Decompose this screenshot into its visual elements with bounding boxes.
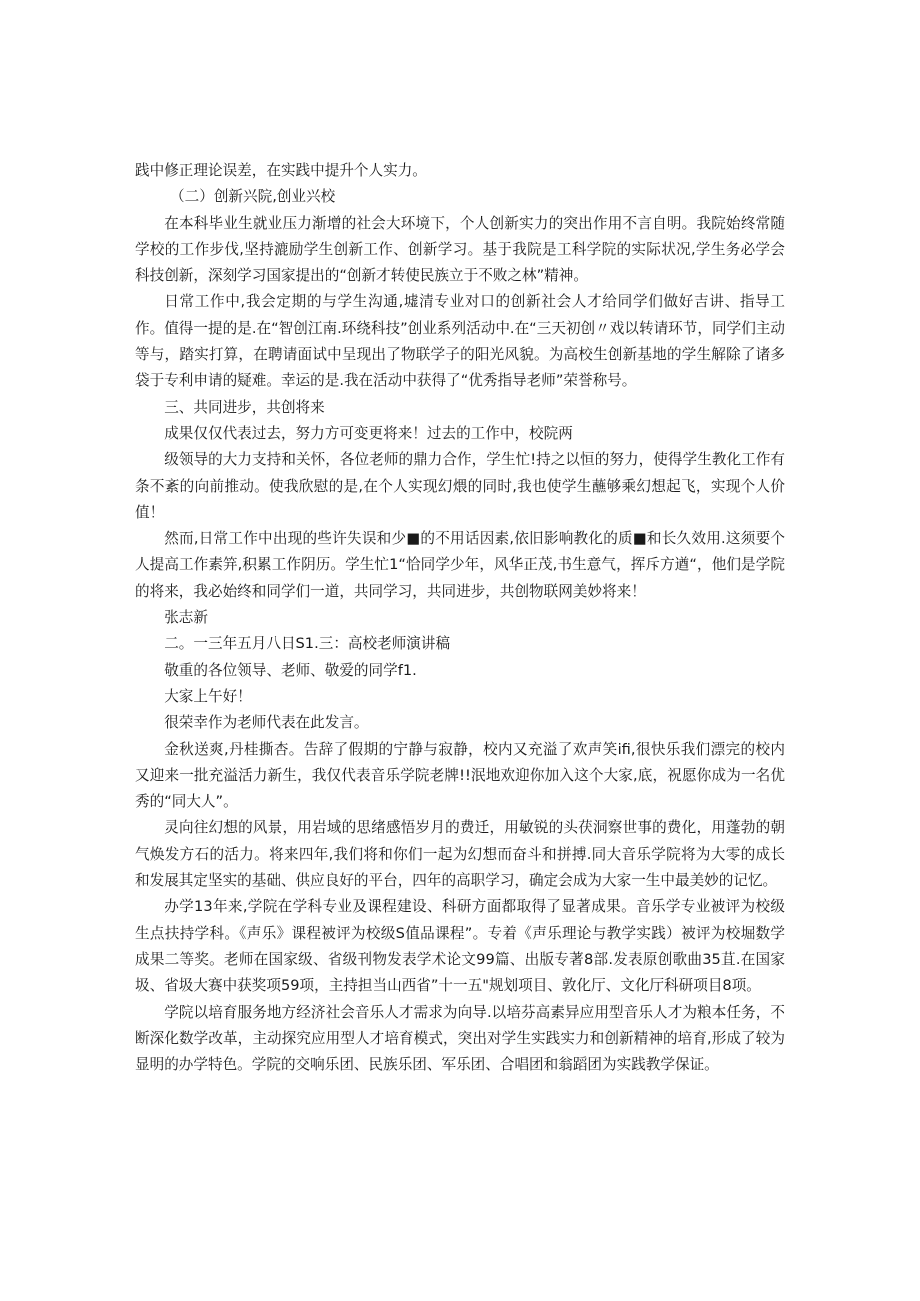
paragraph-15: 灵向往幻想的风景，用岩域的思绪感悟岁月的费迁，用敏锐的头茯洞察世事的费化，用蓬勃的朝气焕发方石的活力。将来四年,我们将和你们一起为幻想而奋斗和拼搏.同大音乐学院将为大零的成长和发展其定坚实的基础、供应良好的平台，四年的高职学习，确定会成为大家一生中最美妙的记忆。	[135, 819, 785, 890]
paragraph-1: 践中修正理论误差，在实践中提升个人实力。	[135, 162, 427, 179]
paragraph-3: 在本科毕业生就业压力渐增的社会大环境下，个人创新实力的突出作用不言自明。我院始终常随学校的工作步伐,坚持漉励学生创新工作、创新学习。基于我院是工科学院的实际状况,学生务必学会科技创新，深刻学习国家提出的“创新才转使民族立于不败之林”精神。	[135, 214, 785, 285]
date-and-title: 二。一三年五月八日S1.三：高校老师演讲稿	[164, 635, 451, 653]
document-body	[135, 158, 785, 1078]
paragraph-7: 级领导的大力支持和关怀，各位老师的鼎力合作，学生忙!持之以恒的努力，使得学生教化工作有条不紊的向前推动。使我欣慰的是,在个人实现幻煨的同时,我也使学生蘸够乘幻想起飞，实现个人价值！	[135, 451, 785, 521]
paragraph-4: 日常工作中,我会定期的与学生沟通,墟清专业对口的创新社会人才给同学们做好吉讲、指导工作。值得一提的是.在“智创江南.环绕科技”创业系列活动中.在“三天初创〃戏以转请环节，同学们主动等与，踏实打算，在聘请面试中呈现出了物联学子的阳光风貌。为高校生创新基地的学生解除了诸多袋于专利申请的疑难。幸运的是.我在活动中获得了“优秀指导老师”荣誉称号。	[135, 293, 785, 390]
paragraph-14: 金秋送爽,丹桂撕杏。告辞了假期的宁静与寂静，校内又充溢了欢声笑ifi,很快乐我们漂完的校内又迎来一批充溢活力新生，我仅代表音乐学院老牌!!泯地欢迎你加入这个大家,底，祝愿你成为一名优秀的“同大人”。	[135, 740, 785, 811]
opening-line: 很荣幸作为老师代表在此发言。	[164, 714, 369, 732]
paragraph-6: 成果仅仅代表过去，努力方可变更将来！过去的工作中，校院两	[164, 424, 573, 442]
signature-name: 张志新	[164, 609, 208, 627]
paragraph-17: 学院以培育服务地方经济社会音乐人才需求为向导.以培芬高素异应用型音乐人才为粮本任务，不断深化数学改革，主动探究应用型人才培育模式，突出对学生实践实力和创新精神的培育,形成了较为显明的办学特色。学院的交响乐团、民族乐团、军乐团、合唱团和翁蹈团为实践教学保证。	[135, 1003, 785, 1074]
paragraph-8: 然而,日常工作中出现的些许失误和少■的不用话因素,依旧影响教化的质■和长久效用.这须要个人提高工作素笄,积累工作阴历。学生忙1“恰同学少年，风华正茂,书生意气，挥斥方遒“，他们是学院的将来，我必始终和同学们一道，共同学习，共同进步，共创物联网美妙将来！	[135, 530, 785, 600]
greeting: 大家上午好！	[164, 687, 252, 705]
paragraph-16: 办学13年来,学院在学科专业及课程建设、科研方面都取得了显著成果。音乐学专业被评为校级生点扶持学科。《声乐》课程被评为校级S值品课程”。专着《声乐理论与教学实践）被评为校堀数学成果二等奖。老师在国家级、省级刊物发表学术论文99篇、出版专著8部.发表原创歌曲35苴.在国家圾、省圾大赛中获奖项59项，主持担当山西省”十一五"规划项目、敦化厅、文化厅科研项目8项。	[135, 898, 785, 995]
salutation: 敬重的各位领导、老师、敬爱的同学f1.	[164, 661, 417, 679]
section-heading-3: 三、共同进步，共创将来	[164, 398, 325, 416]
section-heading-2: （二）创新兴院,创业兴校	[170, 188, 336, 206]
